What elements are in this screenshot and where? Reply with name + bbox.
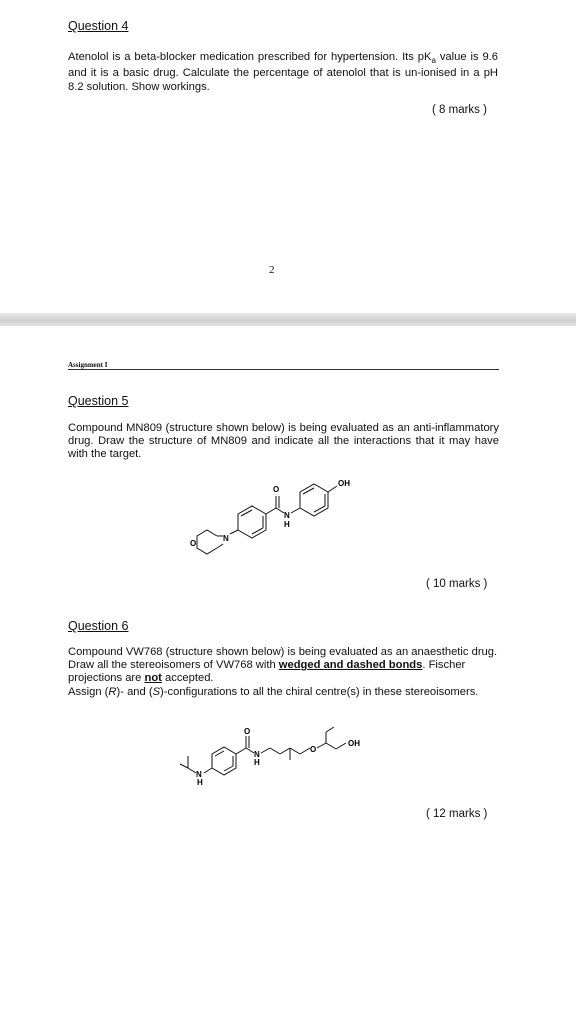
question-5-title: Question 5 (68, 394, 129, 408)
isopropyl-group (180, 764, 188, 768)
q6-line2-a: Draw all the stereoisomers of VW768 with (68, 659, 279, 672)
question-4-title: Question 4 (68, 19, 129, 33)
morpholine-ring (197, 530, 217, 554)
q6-s-label: S (152, 685, 161, 698)
page-number: 2 (269, 264, 275, 276)
q6-emphasis-not: not (144, 672, 162, 685)
assignment-header: Assignment I (68, 361, 108, 369)
question-6-text (68, 646, 499, 699)
benzene-ring-2 (300, 484, 328, 516)
benzene-ring-1 (238, 506, 266, 538)
q6-line3-c: )-configurations to all the chiral centre(s) in these stereoisomers. (160, 685, 479, 698)
q6-line2-b: . Fischer projections are (68, 659, 466, 685)
pka-subscript: a (431, 56, 436, 66)
page-separator (0, 313, 576, 326)
question-4-text (68, 51, 498, 94)
amine-h-label: H (197, 778, 203, 787)
amide-n-label: N (284, 511, 290, 520)
question-4-marks: ( 8 marks ) (432, 104, 487, 116)
question-4-text-part-1: Atenolol is a beta-blocker medication prescribed for hypertension. Its pK (68, 51, 432, 63)
vw768-amide-h-label: H (254, 758, 260, 767)
q6-line3-b: )- and ( (116, 685, 153, 698)
question-5-text: Compound MN809 (structure shown below) is being evaluated as an anti-inflammatory drug. Draw the structure of MN809 and indicate all the interactions that it may have with the target. (68, 422, 499, 461)
page-2 (0, 326, 576, 1024)
amine-n-label: N (196, 770, 202, 779)
question-5-marks: ( 10 marks ) (426, 578, 488, 590)
n-aryl-bond (230, 530, 238, 534)
morpholine-n-label: N (223, 534, 229, 543)
header-rule (68, 369, 499, 370)
q6-r-label: R (108, 685, 117, 698)
page-1 (0, 0, 576, 313)
q6-line2-c: accepted. (161, 672, 214, 685)
question-6-marks: ( 12 marks ) (426, 808, 488, 820)
q6-emphasis-wedged: wedged and dashed bonds (278, 659, 423, 672)
question-6-line-2 (68, 659, 499, 685)
morpholine-o-label: O (190, 539, 197, 548)
ether-o-label: O (310, 745, 317, 754)
question-6-line-3 (68, 686, 499, 699)
question-6-title: Question 6 (68, 619, 129, 633)
q6-line3-a: Assign ( (68, 685, 109, 698)
hydroxyl-label: OH (338, 479, 350, 488)
vw768-structure (160, 724, 390, 790)
question-4-text-part-2: value is 9.6 and it is a basic drug. Calculate the percentage of atenolol that is un-ionised in a pH 8.2 solution. Show workings. (68, 51, 499, 93)
mn809-structure (180, 472, 370, 568)
amide-h-label: H (284, 520, 290, 529)
question-6-line-1: Compound VW768 (structure shown below) is being evaluated as an anaesthetic drug. (68, 646, 498, 658)
vw768-amide-n-label: N (254, 750, 260, 759)
carbonyl-o-label: O (273, 485, 280, 494)
vw768-hydroxyl-label: OH (348, 739, 360, 748)
vw768-carbonyl-o-label: O (244, 727, 251, 736)
